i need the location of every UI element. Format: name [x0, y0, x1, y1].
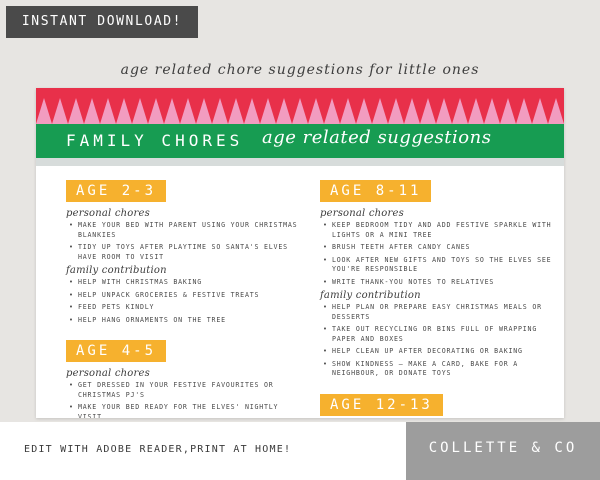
- title-script: age related suggestions: [262, 127, 492, 148]
- list-item: • HELP HANG ORNAMENTS ON THE TREE: [66, 316, 306, 326]
- list-item: • GET DRESSED IN YOUR FESTIVE FAVOURITES OR CHRISTMAS PJ'S: [66, 381, 306, 400]
- right-column: [320, 180, 560, 418]
- list-item: • HELP CLEAN UP AFTER DECORATING OR BAKING: [320, 347, 560, 357]
- list-item: • KEEP BEDROOM TIDY AND ADD FESTIVE SPARKLE WITH LIGHTS OR A MINI TREE: [320, 221, 560, 240]
- personal-chores-list: [320, 221, 560, 287]
- list-item: • TAKE OUT RECYCLING OR BINS FULL OF WRAPPING PAPER AND BOXES: [320, 325, 560, 344]
- list-item: • MAKE YOUR BED READY FOR THE ELVES' NIGHTLY VISIT: [66, 403, 306, 418]
- family-contribution-list: [66, 278, 306, 325]
- personal-chores-list: [66, 221, 306, 262]
- personal-chores-list: [66, 381, 306, 418]
- family-contribution-heading: family contribution: [320, 290, 421, 301]
- grey-strip: [36, 158, 564, 166]
- list-item: • HELP WITH CHRISTMAS BAKING: [66, 278, 306, 288]
- brand-logo: [406, 422, 600, 480]
- age-tab-8-11: AGE 8-11: [320, 180, 431, 202]
- age-tab-2-3: AGE 2-3: [66, 180, 166, 202]
- age-tab-12-13: AGE 12-13: [320, 394, 443, 416]
- edit-note: EDIT WITH ADOBE READER,PRINT AT HOME!: [24, 444, 292, 455]
- list-item: • HELP PLAN OR PREPARE EASY CHRISTMAS MEALS OR DESSERTS: [320, 303, 560, 322]
- list-item: • HELP UNPACK GROCERIES & FESTIVE TREATS: [66, 291, 306, 301]
- personal-chores-heading: personal chores: [320, 208, 404, 219]
- family-contribution-list: [320, 303, 560, 379]
- personal-chores-heading: personal chores: [66, 208, 150, 219]
- tagline: age related chore suggestions for little ones: [120, 62, 480, 78]
- age-tab-4-5: AGE 4-5: [66, 340, 166, 362]
- chore-sheet: [36, 88, 564, 418]
- brand-text: COLLETTE & CO: [428, 440, 578, 456]
- list-item: • WRITE THANK-YOU NOTES TO RELATIVES: [320, 278, 560, 288]
- list-item: • BRUSH TEETH AFTER CANDY CANES: [320, 243, 560, 253]
- instant-download-badge: INSTANT DOWNLOAD!: [6, 6, 198, 38]
- list-item: • FEED PETS KINDLY: [66, 303, 306, 313]
- left-column: [66, 180, 306, 418]
- list-item: • MAKE YOUR BED WITH PARENT USING YOUR CHRISTMAS BLANKIES: [66, 221, 306, 240]
- personal-chores-heading: personal chores: [66, 368, 150, 379]
- list-item: • SHOW KINDNESS — MAKE A CARD, BAKE FOR A NEIGHBOUR, OR DONATE TOYS: [320, 360, 560, 379]
- title-band: [36, 124, 564, 158]
- title-main: FAMILY CHORES: [66, 131, 244, 150]
- list-item: • TIDY UP TOYS AFTER PLAYTIME SO SANTA'S ELVES HAVE ROOM TO VISIT: [66, 243, 306, 262]
- family-contribution-heading: family contribution: [66, 265, 167, 276]
- list-item: • LOOK AFTER NEW GIFTS AND TOYS SO THE ELVES SEE YOU'RE RESPONSIBLE: [320, 256, 560, 275]
- zigzag-banner: [36, 88, 564, 124]
